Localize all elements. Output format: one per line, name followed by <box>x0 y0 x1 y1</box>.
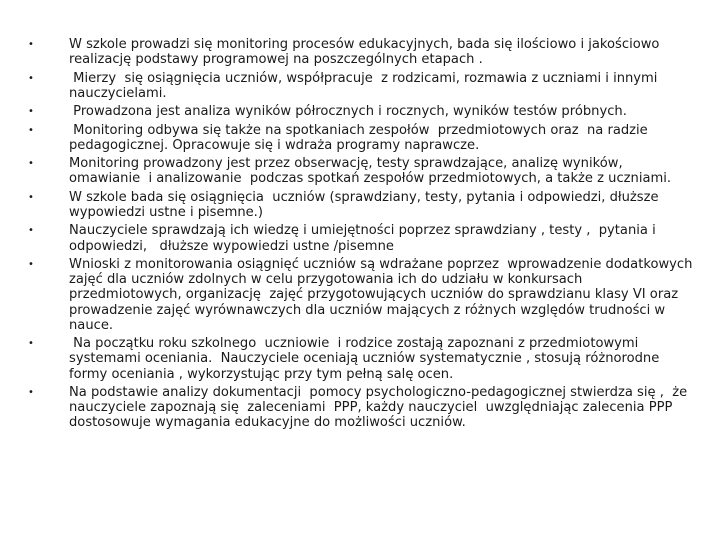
list-item-text: Wnioski z monitorowania osiągnięć uczniów są wdrażane poprzez wprowadzenie dodatkowych zajęć dla uczniów zdolnych w celu przygotowania ich do udziału w konkursach przedmiotowych, organizację zajęć przygotowujących uczniów do sprawdzianu klasy VI oraz prowadzenie zajęć wyrównawczych dla uczniów mających z różnych względów trudności w nauce. <box>69 256 697 333</box>
list-item <box>26 190 696 220</box>
list-item <box>26 257 696 333</box>
bullet-icon: • <box>28 39 34 50</box>
list-item-text: Prowadzona jest analiza wyników półrocznych i rocznych, wyników testów próbnych. <box>69 104 627 120</box>
bullet-icon: • <box>28 124 34 136</box>
bullet-icon: • <box>28 106 34 118</box>
list-item-text: W szkole bada się osiągnięcia uczniów (sprawdziany, testy, pytania i odpowiedzi, dłuższe wypowiedzi ustne i pisemne.) <box>69 189 663 220</box>
list-item-text: Na początku roku szkolnego uczniowie i rodzice zostają zapoznani z przedmiotowymi systemami oceniania. Nauczyciele oceniają uczniów systematycznie , stosują różnorodne formy oceniania , wykorzystując przy tym pełną salę ocen. <box>69 336 664 382</box>
list-item <box>26 336 696 382</box>
bullet-icon: • <box>28 72 34 84</box>
bullet-list <box>26 37 696 434</box>
list-item-text: Mierzy się osiągnięcia uczniów, współpracuje z rodzicami, rozmawia z uczniami i innymi nauczycielami. <box>69 70 662 101</box>
bullet-icon: • <box>28 191 34 203</box>
bullet-icon: • <box>28 225 34 237</box>
list-item <box>26 123 696 153</box>
bullet-icon: • <box>28 158 34 170</box>
bullet-icon: • <box>28 338 34 350</box>
list-item <box>26 104 696 119</box>
list-item <box>26 156 696 186</box>
list-item <box>26 37 696 67</box>
list-item-text: Na podstawie analizy dokumentacji pomocy psychologiczno-pedagogicznej stwierdza się , że nauczyciele zapoznają się zaleceniami PPP, każdy nauczyciel uwzględniając zalecenia PPP dostosowuje wymagania edukacyjne do możliwości uczniów. <box>69 384 696 431</box>
list-item <box>26 385 696 431</box>
list-item <box>26 223 696 253</box>
list-item-text: W szkole prowadzi się monitoring procesów edukacyjnych, bada się ilościowo i jakościowo realizację podstawy programowej na poszczególnych etapach . <box>69 37 664 68</box>
bullet-icon: • <box>28 258 34 270</box>
list-item-text: Monitoring odbywa się także na spotkaniach zespołów przedmiotowych oraz na radzie pedagogicznej. Opracowuje się i wdraża programy naprawcze. <box>69 122 652 153</box>
list-item-text: Nauczyciele sprawdzają ich wiedzę i umiejętności poprzez sprawdziany , testy , pytania i odpowiedzi, dłuższe wypowiedzi ustne /pisemne <box>69 223 660 254</box>
list-item <box>26 71 696 101</box>
list-item-text: Monitoring prowadzony jest przez obserwację, testy sprawdzające, analizę wyników, omawianie i analizowanie podczas spotkań zespołów przedmiotowych, a także z uczniami. <box>69 156 672 187</box>
bullet-icon: • <box>28 386 34 398</box>
